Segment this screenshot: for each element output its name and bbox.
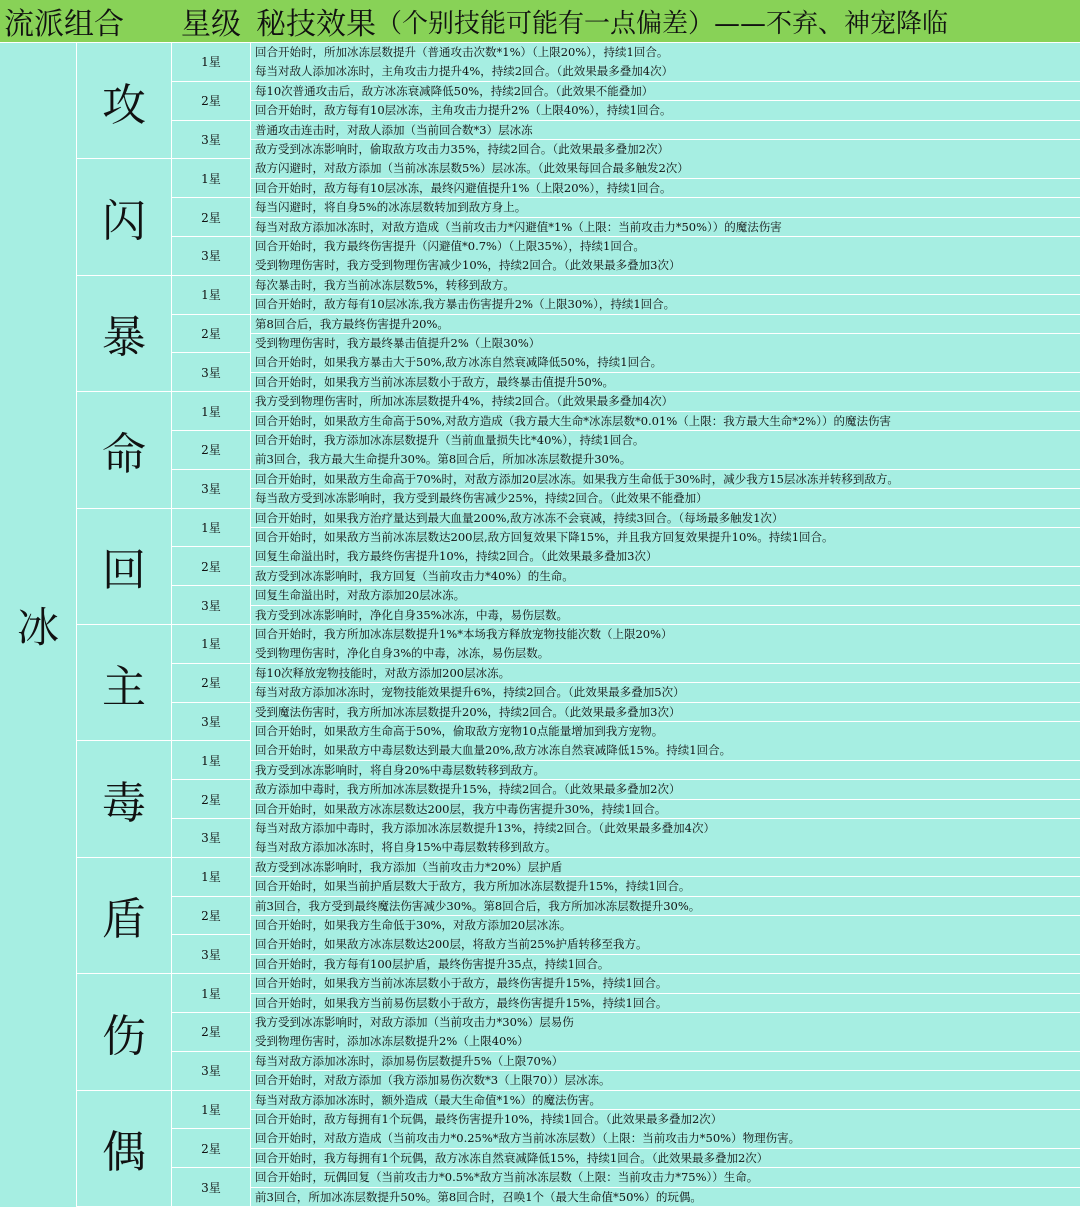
effect-cell: 敌方受到冰冻影响时，我方回复（当前攻击力*40%）的生命。 (251, 567, 1080, 586)
header-effect (250, 0, 1080, 42)
star-level-cell: 2星 (172, 82, 250, 120)
effect-cell: 受到物理伤害时，我方最终暴击值提升2%（上限30%） (251, 334, 1080, 353)
skill-name-cell: 命 (77, 392, 171, 507)
effect-cell: 每当对敌方添加冰冻时，将自身15%中毒层数转移到敌方。 (251, 838, 1080, 857)
star-level-cell: 1星 (172, 159, 250, 197)
effect-cell: 前3回合，我方受到最终魔法伤害减少30%。第8回合后，我方所加冰冻层数提升30%。 (251, 897, 1080, 916)
effect-cell: 受到物理伤害时，添加冰冻层数提升2%（上限40%） (251, 1032, 1080, 1051)
star-level-cell: 2星 (172, 1013, 250, 1051)
header-effect-title: 秘技效果 (256, 7, 376, 42)
effect-cell: 每当对敌方添加冰冻时，宠物技能效果提升6%，持续2回合。（此效果最多叠加5次） (251, 683, 1080, 702)
effect-cell: 回合开始时，对敌方造成（当前攻击力*0.25%*敌方当前冰冻层数）（上限：当前攻击力*50%）物理伤害。 (251, 1129, 1080, 1148)
star-level-cell: 1星 (172, 392, 250, 430)
effect-cell: 我方受到物理伤害时，所加冰冻层数提升4%，持续2回合。（此效果最多叠加4次） (251, 392, 1080, 411)
skill-name-cell: 攻 (77, 43, 171, 158)
effect-cell: 回合开始时，我方每有100层护盾，最终伤害提升35点，持续1回合。 (251, 955, 1080, 974)
star-level-cell: 2星 (172, 780, 250, 818)
effect-cell: 普通攻击连击时，对敌人添加（当前回合数*3）层冰冻 (251, 121, 1080, 140)
star-level-cell: 2星 (172, 198, 250, 236)
skill-name-cell: 主 (77, 625, 171, 740)
effect-cell: 前3回合，我方最大生命提升30%。第8回合后，所加冰冻层数提升30%。 (251, 450, 1080, 469)
effect-cell: 每10次普通攻击后，敌方冰冻衰减降低50%，持续2回合。（此效果不能叠加） (251, 82, 1080, 101)
star-level-cell: 3星 (172, 1052, 250, 1090)
effect-cell: 回合开始时，如果敌方生命高于70%时，对敌方添加20层冰冻。如果我方生命低于30%时，减少我方15层冰冻并转移到敌方。 (251, 470, 1080, 489)
star-level-cell: 1星 (172, 974, 250, 1012)
effect-cell: 每当对敌方添加冰冻时，额外造成（最大生命值*1%）的魔法伤害。 (251, 1091, 1080, 1110)
effect-cell: 每10次释放宠物技能时，对敌方添加200层冰冻。 (251, 664, 1080, 683)
star-level-cell: 2星 (172, 1129, 250, 1167)
star-level-cell: 3星 (172, 121, 250, 159)
effect-cell: 回合开始时，对敌方添加（我方添加易伤次数*3（上限70））层冰冻。 (251, 1071, 1080, 1090)
flow-label-cell: 冰 (0, 43, 76, 1207)
effect-cell: 敌方受到冰冻影响时，我方添加（当前攻击力*20%）层护盾 (251, 858, 1080, 877)
star-level-cell: 3星 (172, 586, 250, 624)
skill-name-cell: 毒 (77, 741, 171, 856)
star-level-cell: 1星 (172, 509, 250, 547)
effect-cell: 回合开始时，如果我方当前冰冻层数小于敌方，最终暴击值提升50%。 (251, 373, 1080, 392)
effect-cell: 回合开始时，敌方每拥有1个玩偶，最终伤害提升10%，持续1回合。（此效果最多叠加2次） (251, 1110, 1080, 1129)
skill-name-cell: 盾 (77, 858, 171, 973)
effect-cell: 回合开始时，如果当前护盾层数大于敌方，我方所加冰冻层数提升15%，持续1回合。 (251, 877, 1080, 896)
effect-cell: 回合开始时，如果敌方中毒层数达到最大血量20%,敌方冰冻自然衰减降低15%。持续1回合。 (251, 741, 1080, 760)
effect-cell: 回复生命溢出时，我方最终伤害提升10%，持续2回合。（此效果最多叠加3次） (251, 547, 1080, 566)
effect-cell: 回复生命溢出时，对敌方添加20层冰冻。 (251, 586, 1080, 605)
effect-cell: 我方受到冰冻影响时，净化自身35%冰冻，中毒，易伤层数。 (251, 606, 1080, 625)
effect-cell: 回合开始时，如果敌方冰冻层数达200层，将敌方当前25%护盾转移至我方。 (251, 935, 1080, 954)
effect-cell: 我方受到冰冻影响时，对敌方添加（当前攻击力*30%）层易伤 (251, 1013, 1080, 1032)
effect-cell: 每当对敌方添加冰冻时，添加易伤层数提升5%（上限70%） (251, 1052, 1080, 1071)
effect-cell: 回合开始时，敌方每有10层冰冻，主角攻击力提升2%（上限40%），持续1回合。 (251, 101, 1080, 120)
effect-cell: 回合开始时，如果我方暴击大于50%,敌方冰冻自然衰减降低50%，持续1回合。 (251, 353, 1080, 372)
effect-cell: 回合开始时，所加冰冻层数提升（普通攻击次数*1%）（上限20%），持续1回合。 (251, 43, 1080, 62)
star-level-cell: 3星 (172, 353, 250, 391)
effect-cell: 我方受到冰冻影响时，将自身20%中毒层数转移到敌方。 (251, 761, 1080, 780)
effect-cell: 前3回合，所加冰冻层数提升50%。第8回合时，召唤1个（最大生命值*50%）的玩偶。 (251, 1188, 1080, 1207)
skill-name-cell: 闪 (77, 159, 171, 274)
star-level-cell: 3星 (172, 1168, 250, 1206)
skill-name-cell: 回 (77, 509, 171, 624)
effect-cell: 回合开始时，我方每拥有1个玩偶，敌方冰冻自然衰减降低15%，持续1回合。（此效果最多叠加2次） (251, 1149, 1080, 1168)
star-level-cell: 3星 (172, 935, 250, 973)
effect-cell: 每当闪避时，将自身5%的冰冻层数转加到敌方身上。 (251, 198, 1080, 217)
effect-cell: 敌方添加中毒时，我方所加冰冻层数提升15%，持续2回合。（此效果最多叠加2次） (251, 780, 1080, 799)
star-level-cell: 1星 (172, 741, 250, 779)
star-level-cell: 1星 (172, 858, 250, 896)
effect-cell: 受到魔法伤害时，我方所加冰冻层数提升20%，持续2回合。（此效果最多叠加3次） (251, 703, 1080, 722)
effect-cell: 回合开始时，我方添加冰冻层数提升（当前血量损失比*40%），持续1回合。 (251, 431, 1080, 450)
effect-cell: 回合开始时，如果我方生命低于30%，对敌方添加20层冰冻。 (251, 916, 1080, 935)
star-level-cell: 2星 (172, 431, 250, 469)
effect-cell: 回合开始时，我方所加冰冻层数提升1%*本场我方释放宠物技能次数（上限20%） (251, 625, 1080, 644)
star-level-cell: 2星 (172, 897, 250, 935)
star-level-cell: 3星 (172, 237, 250, 275)
effect-cell: 回合开始时，如果敌方当前冰冻层数达200层,敌方回复效果下降15%，并且我方回复效果提升10%。持续1回合。 (251, 528, 1080, 547)
effect-cell: 第8回合后，我方最终伤害提升20%。 (251, 315, 1080, 334)
effect-cell: 回合开始时，玩偶回复（当前攻击力*0.5%*敌方当前冰冻层数（上限：当前攻击力*75%））生命。 (251, 1168, 1080, 1187)
star-level-cell: 2星 (172, 664, 250, 702)
effect-cell: 每次暴击时，我方当前冰冻层数5%，转移到敌方。 (251, 276, 1080, 295)
effect-cell: 每当敌方受到冰冻影响时，我方受到最终伤害减少25%，持续2回合。（此效果不能叠加） (251, 489, 1080, 508)
star-level-cell: 1星 (172, 43, 250, 81)
effect-cell: 受到物理伤害时，我方受到物理伤害减少10%，持续2回合。（此效果最多叠加3次） (251, 256, 1080, 275)
star-level-cell: 3星 (172, 470, 250, 508)
skill-name-cell: 偶 (77, 1091, 171, 1206)
effect-cell: 回合开始时，敌方每有10层冰冻，最终闪避值提升1%（上限20%），持续1回合。 (251, 179, 1080, 198)
effect-cell: 每当对敌方添加冰冻时，对敌方造成（当前攻击力*闪避值*1%（上限：当前攻击力*50%））的魔法伤害 (251, 218, 1080, 237)
effect-cell: 回合开始时，如果敌方冰冻层数达200层，我方中毒伤害提升30%，持续1回合。 (251, 800, 1080, 819)
header-effect-note: （个别技能可能有一点偏差）——不弃、神宠降临 (376, 8, 949, 39)
star-level-cell: 1星 (172, 1091, 250, 1129)
effect-cell: 回合开始时，如果我方治疗量达到最大血量200%,敌方冰冻不会衰减，持续3回合。（每场最多触发1次） (251, 509, 1080, 528)
star-level-cell: 2星 (172, 315, 250, 353)
skill-name-cell: 暴 (77, 276, 171, 391)
effect-cell: 回合开始时，如果敌方生命高于50%,对敌方造成（我方最大生命*冰冻层数*0.01%（上限：我方最大生命*2%））的魔法伤害 (251, 412, 1080, 431)
header-star: 星级 (172, 0, 250, 42)
header-flow: 流派组合 (0, 0, 172, 42)
effect-cell: 回合开始时，如果我方当前易伤层数小于敌方，最终伤害提升15%，持续1回合。 (251, 994, 1080, 1013)
skill-name-cell: 伤 (77, 974, 171, 1089)
star-level-cell: 3星 (172, 703, 250, 741)
effect-cell: 回合开始时，我方最终伤害提升（闪避值*0.7%）（上限35%），持续1回合。 (251, 237, 1080, 256)
star-level-cell: 2星 (172, 547, 250, 585)
effect-cell: 受到物理伤害时，净化自身3%的中毒，冰冻，易伤层数。 (251, 644, 1080, 663)
effect-cell: 每当对敌人添加冰冻时，主角攻击力提升4%，持续2回合。（此效果最多叠加4次） (251, 62, 1080, 81)
effect-cell: 回合开始时，如果我方当前冰冻层数小于敌方，最终伤害提升15%，持续1回合。 (251, 974, 1080, 993)
star-level-cell: 1星 (172, 625, 250, 663)
effect-cell: 敌方闪避时，对敌方添加（当前冰冻层数5%）层冰冻。（此效果每回合最多触发2次） (251, 159, 1080, 178)
effect-cell: 回合开始时，如果敌方生命高于50%，偷取敌方宠物10点能量增加到我方宠物。 (251, 722, 1080, 741)
star-level-cell: 1星 (172, 276, 250, 314)
effect-cell: 敌方受到冰冻影响时，偷取敌方攻击力35%，持续2回合。（此效果最多叠加2次） (251, 140, 1080, 159)
star-level-cell: 3星 (172, 819, 250, 857)
effect-cell: 回合开始时，敌方每有10层冰冻,我方暴击伤害提升2%（上限30%），持续1回合。 (251, 295, 1080, 314)
effect-cell: 每当对敌方添加中毒时，我方添加冰冻层数提升13%，持续2回合。（此效果最多叠加4次） (251, 819, 1080, 838)
